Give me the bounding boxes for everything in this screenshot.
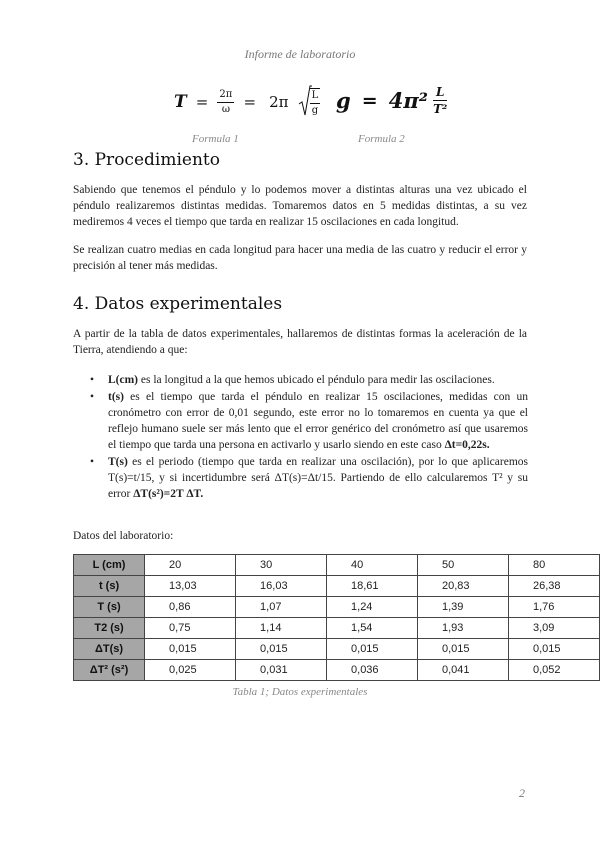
table-cell: 0,036: [327, 660, 418, 681]
term-description: es el periodo (tiempo que tarda en realizar una oscilación), por lo que aplicaremos T(s)=t/15, y si incertidumbre será ΔT(s)=Δt/15. Partiendo de ello calcularemos T² y su error: [108, 456, 528, 500]
formula-2-coefficient: 4π²: [388, 88, 428, 113]
table-cell: 0,041: [418, 660, 509, 681]
term-value: ΔT(s²)=2T ΔT.: [133, 488, 204, 500]
table-row: [74, 576, 600, 597]
formula-2-fraction: [433, 86, 447, 115]
formula-1-numerator: 2π: [217, 90, 234, 103]
table-row-header: T2 (s): [74, 618, 145, 639]
section-heading-procedimiento: 3. Procedimiento: [73, 150, 220, 170]
table-cell: 1,76: [508, 597, 599, 618]
page-header: Informe de laboratorio: [244, 47, 356, 61]
paragraph-procedimiento-2: Se realizan cuatro medias en cada longitud para hacer una media de las cuatro y reducir el error y precisión al tener más medidas.: [73, 244, 527, 272]
table-cell: 80: [508, 555, 599, 576]
table-row: [74, 618, 600, 639]
data-table: [73, 554, 600, 681]
list-item: [88, 389, 528, 453]
term-label: t(s): [108, 391, 124, 403]
bullet-icon: •: [90, 456, 95, 468]
formula-2-lhs: g: [336, 88, 351, 113]
table-cell: 1,54: [327, 618, 418, 639]
table-cell: 0,025: [145, 660, 236, 681]
list-item: [88, 454, 528, 502]
table-row-header: L (cm): [74, 555, 145, 576]
definitions-list: [88, 372, 528, 503]
list-item: [88, 372, 528, 388]
table-cell: 0,75: [145, 618, 236, 639]
table-row-header: ΔT(s): [74, 639, 145, 660]
section-heading-datos: 4. Datos experimentales: [73, 294, 283, 314]
formula-1-sqrt-denominator: g: [311, 105, 319, 116]
table-cell: 0,86: [145, 597, 236, 618]
table-cell: 20,83: [418, 576, 509, 597]
formula-1-coefficient: 2π: [269, 93, 289, 111]
table-cell: 18,61: [327, 576, 418, 597]
formula-1-sqrt: [298, 88, 321, 116]
table-row-header: ΔT² (s²): [74, 660, 145, 681]
formula-2-numerator: L: [433, 86, 447, 101]
formula-1: [174, 88, 320, 116]
table-row: [74, 660, 600, 681]
table-cell: 26,38: [508, 576, 599, 597]
formula-2-equals: =: [361, 89, 378, 112]
table-row: [74, 597, 600, 618]
formula-1-caption: Formula 1: [192, 133, 239, 145]
bullet-icon: •: [90, 374, 95, 386]
table-row: [74, 555, 600, 576]
table-cell: 0,015: [418, 639, 509, 660]
table-cell: 0,015: [236, 639, 327, 660]
table-cell: 0,052: [508, 660, 599, 681]
table-cell: 0,031: [236, 660, 327, 681]
table-cell: 30: [236, 555, 327, 576]
term-label: L(cm): [108, 374, 139, 386]
table-cell: 0,015: [145, 639, 236, 660]
paragraph-procedimiento-1: Sabiendo que tenemos el péndulo y lo podemos mover a distintas alturas una vez ubicado el péndulo realizaremos distintas medidas. Tomaremos datos en 5 medidas distintas, a su vez mediremos 4 veces el tiempo que tarda en realizar 15 oscilaciones en cada longitud.: [73, 184, 527, 228]
table-caption: Tabla 1; Datos experimentales: [232, 686, 368, 698]
table-cell: 3,09: [508, 618, 599, 639]
table-cell: 1,39: [418, 597, 509, 618]
table-cell: 20: [145, 555, 236, 576]
table-cell: 16,03: [236, 576, 327, 597]
sqrt-sign-icon: [298, 84, 312, 118]
table-row: [74, 639, 600, 660]
formula-2: [336, 86, 447, 115]
formula-1-sqrt-numerator: L: [310, 91, 321, 104]
paragraph-datos-intro: A partir de la tabla de datos experimentales, hallaremos de distintas formas la aceleración de la Tierra, atendiendo a que:: [73, 328, 527, 356]
formula-1-equals-2: =: [243, 93, 257, 111]
term-value: Δt=0,22s.: [444, 439, 490, 451]
formula-1-denominator: ω: [221, 103, 230, 115]
term-description: es la longitud a la que hemos ubicado el péndulo para medir las oscilaciones.: [138, 374, 495, 386]
table-cell: 0,015: [327, 639, 418, 660]
formula-1-lhs: T: [174, 92, 187, 112]
formula-1-equals: =: [195, 93, 209, 111]
page-number: 2: [519, 786, 525, 800]
table-cell: 1,24: [327, 597, 418, 618]
table-cell: 13,03: [145, 576, 236, 597]
table-cell: 1,14: [236, 618, 327, 639]
table-cell: 50: [418, 555, 509, 576]
term-label: T(s): [108, 456, 128, 468]
table-intro: Datos del laboratorio:: [73, 530, 174, 542]
bullet-icon: •: [90, 391, 95, 403]
table-cell: 1,07: [236, 597, 327, 618]
formula-1-fraction: [217, 90, 234, 115]
term-description: es el tiempo que tarda el péndulo en realizar 15 oscilaciones, medidas con un cronómetro con error de 0,01 segundo, este error no lo tomaremos en cuenta ya que el reflejo humano suele ser más lento que el error genérico del cronómetro así que usaremos el tiempo que tarda una persona en activarlo y usarlo siendo en este caso: [108, 391, 528, 451]
table-cell: 0,015: [508, 639, 599, 660]
table-cell: 1,93: [418, 618, 509, 639]
formula-2-caption: Formula 2: [358, 133, 405, 145]
table-row-header: T (s): [74, 597, 145, 618]
formula-2-denominator: T²: [433, 102, 448, 116]
table-row-header: t (s): [74, 576, 145, 597]
table-cell: 40: [327, 555, 418, 576]
